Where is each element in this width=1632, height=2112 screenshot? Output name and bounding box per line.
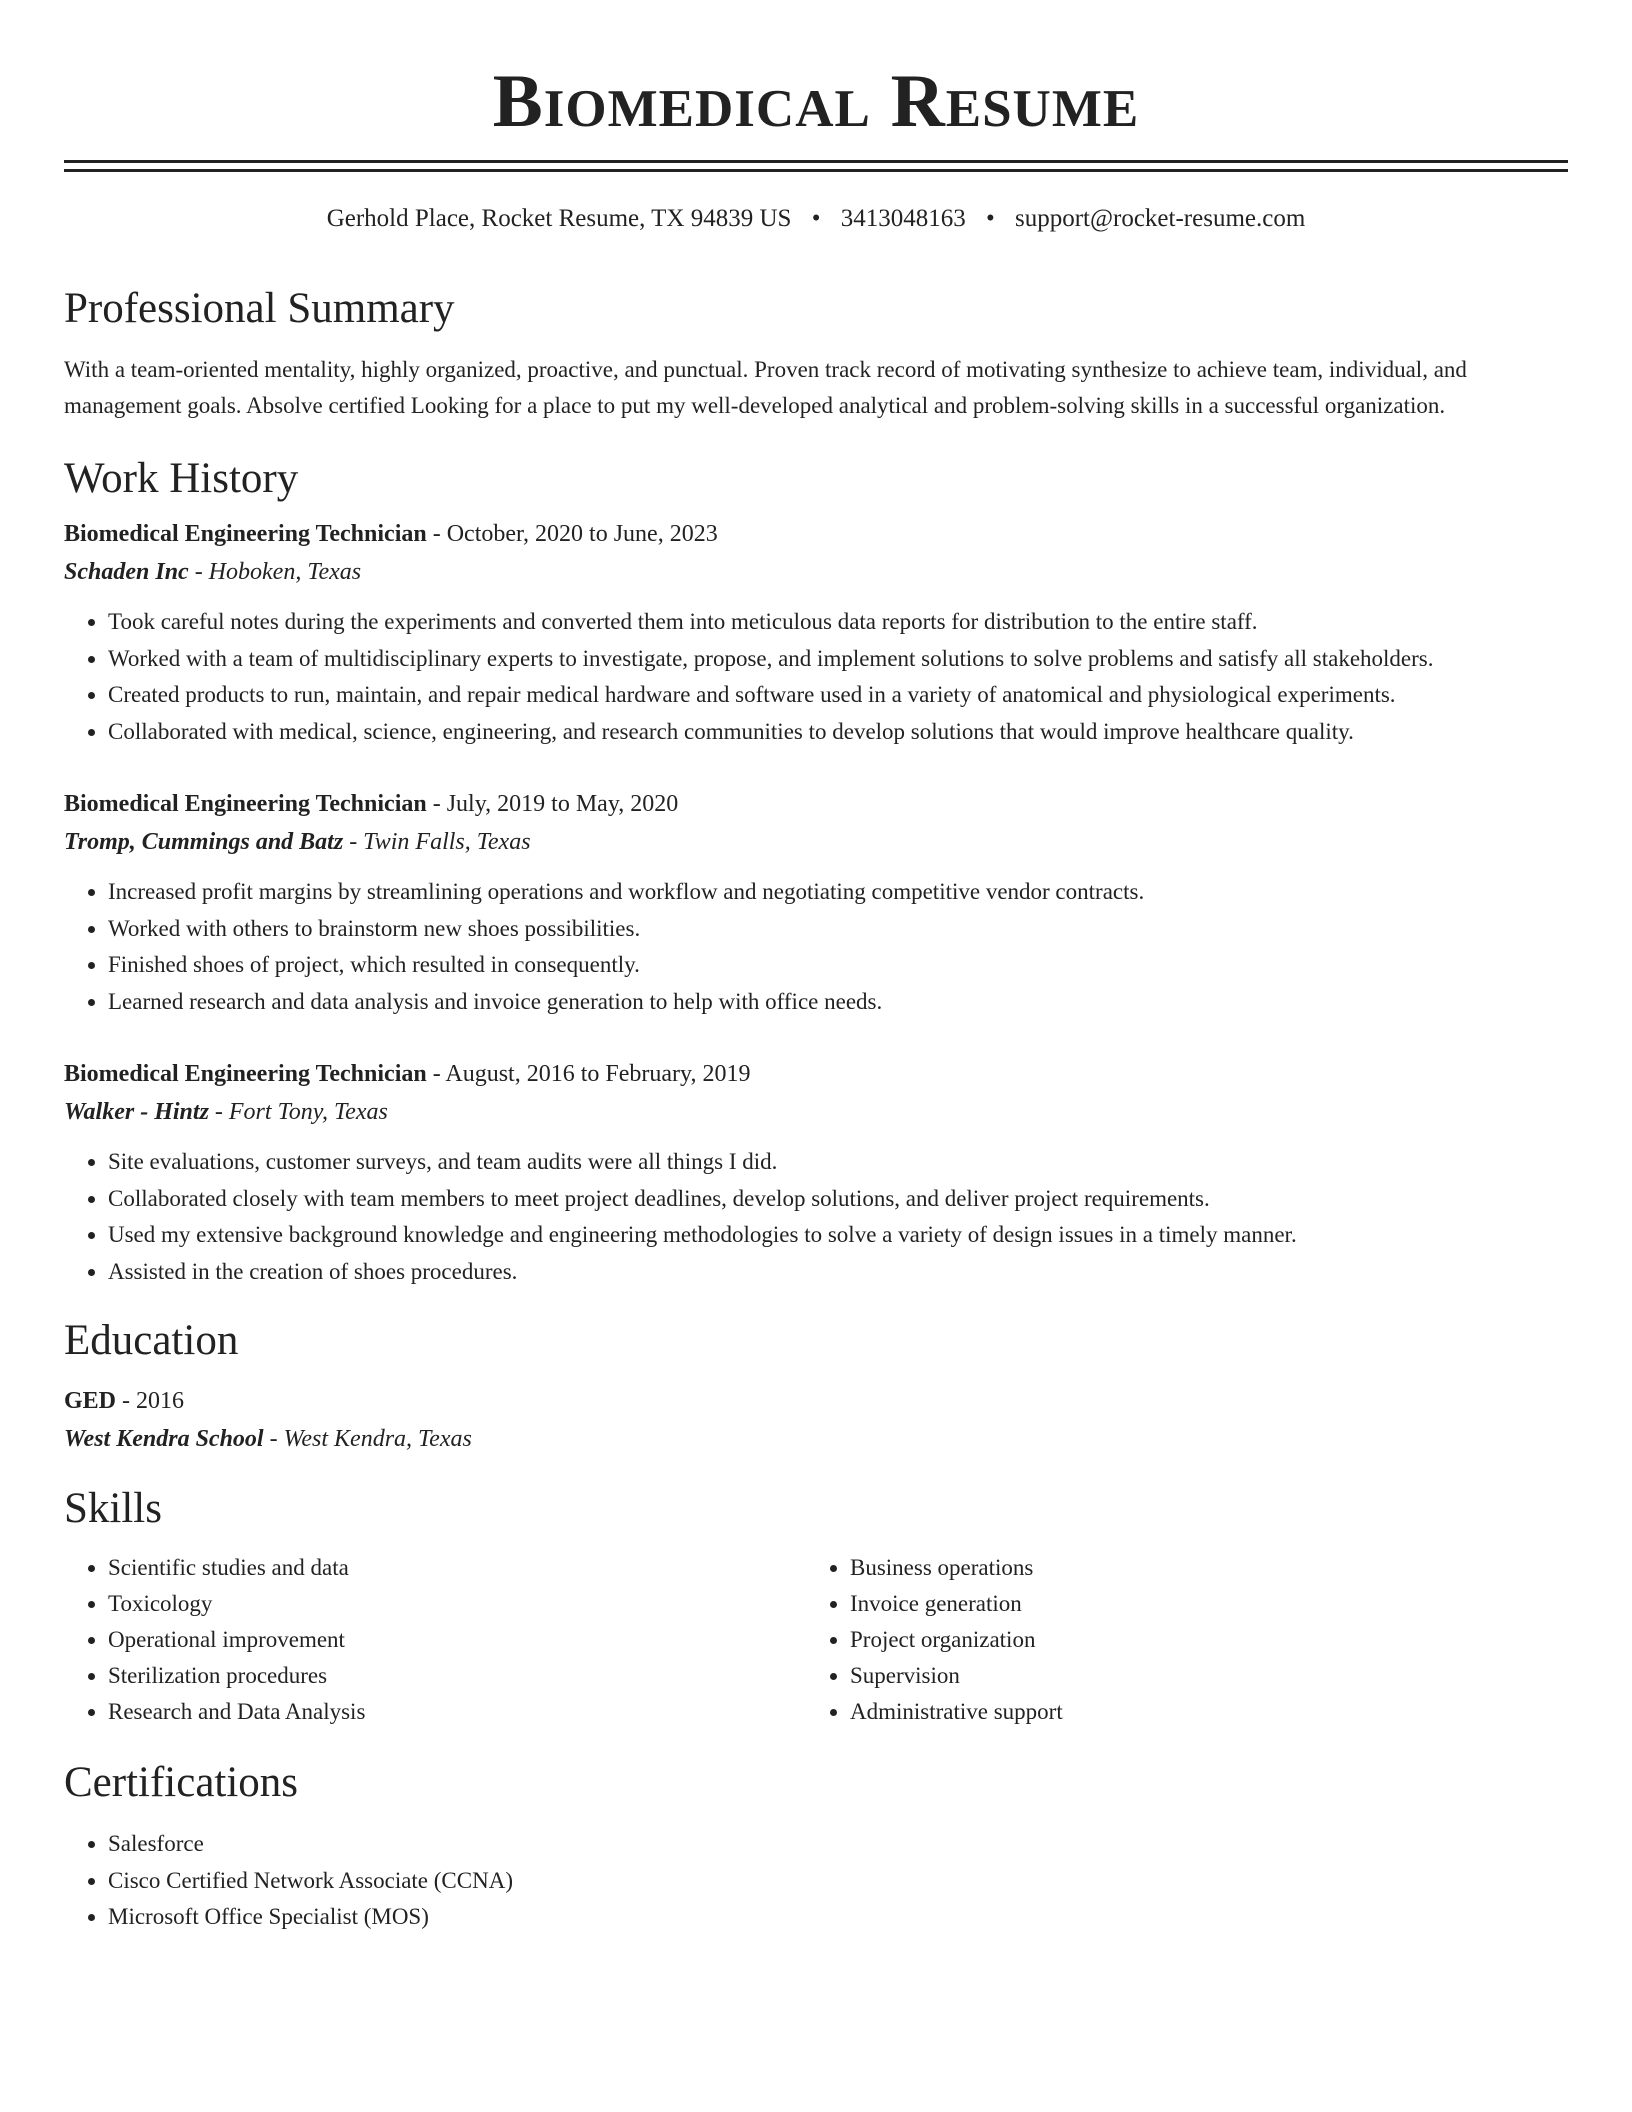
contact-separator: • bbox=[811, 205, 821, 232]
skill-item: • Research and Data Analysis bbox=[108, 1694, 806, 1730]
certification-item: • Cisco Certified Network Associate (CCNA) bbox=[108, 1863, 1568, 1900]
job-bullet: • Used my extensive background knowledge and engineering methodologies to solve a variety of design issues in a timely manner. bbox=[108, 1217, 1568, 1254]
job-title-line bbox=[64, 786, 1568, 822]
title-divider-bottom bbox=[64, 169, 1568, 172]
education-school: West Kendra School bbox=[64, 1426, 264, 1452]
job-entry bbox=[64, 786, 1568, 1020]
education-location: - West Kendra, Texas bbox=[263, 1426, 472, 1452]
work-history-heading: Work History bbox=[64, 455, 299, 502]
contact-phone: 3413048163 bbox=[840, 205, 966, 232]
job-employer: Schaden Inc bbox=[64, 559, 189, 585]
skill-item: • Operational improvement bbox=[108, 1622, 806, 1658]
job-location: - Twin Falls, Texas bbox=[343, 829, 531, 855]
contact-email: support@rocket-resume.com bbox=[1014, 205, 1306, 232]
job-bullet: • Collaborated with medical, science, engineering, and research communities to develop solutions that would improve healthcare quality. bbox=[108, 714, 1568, 751]
job-bullet: • Increased profit margins by streamlining operations and workflow and negotiating competitive vendor contracts. bbox=[108, 874, 1568, 911]
job-title-line bbox=[64, 516, 1568, 552]
job-entry bbox=[64, 516, 1568, 750]
job-bullet: • Worked with others to brainstorm new shoes possibilities. bbox=[108, 911, 1568, 948]
job-dates: - October, 2020 to June, 2023 bbox=[426, 521, 718, 547]
job-bullet: • Worked with a team of multidisciplinary experts to investigate, propose, and implement solutions to solve problems and satisfy all stakeholders. bbox=[108, 641, 1568, 678]
education-degree: GED bbox=[64, 1388, 117, 1414]
job-bullet: • Site evaluations, customer surveys, and team audits were all things I did. bbox=[108, 1144, 1568, 1181]
job-title: Biomedical Engineering Technician bbox=[64, 1061, 427, 1087]
title-divider-top bbox=[64, 160, 1568, 163]
job-entry bbox=[64, 1056, 1568, 1290]
job-title-line bbox=[64, 1056, 1568, 1092]
education-entry bbox=[64, 1382, 1568, 1458]
job-bullet: • Took careful notes during the experiments and converted them into meticulous data reports for distribution to the entire staff. bbox=[108, 604, 1568, 641]
job-location: - Hoboken, Texas bbox=[188, 559, 362, 585]
education-school-line bbox=[64, 1420, 1568, 1458]
skill-item: • Supervision bbox=[850, 1658, 1568, 1694]
job-bullet: • Assisted in the creation of shoes procedures. bbox=[108, 1254, 1568, 1291]
resume-title: Biomedical Resume bbox=[492, 60, 1140, 143]
skill-item: • Business operations bbox=[850, 1550, 1568, 1586]
job-bullet: • Learned research and data analysis and invoice generation to help with office needs. bbox=[108, 984, 1568, 1021]
certification-item: • Salesforce bbox=[108, 1826, 1568, 1863]
job-employer-line bbox=[64, 552, 1568, 592]
summary-heading: Professional Summary bbox=[64, 285, 455, 332]
certifications-list bbox=[64, 1826, 1568, 1936]
job-bullet: • Collaborated closely with team members to meet project deadlines, develop solutions, and deliver project requirements. bbox=[108, 1181, 1568, 1218]
skill-item: • Administrative support bbox=[850, 1694, 1568, 1730]
contact-line bbox=[64, 202, 1568, 236]
skills-column-right bbox=[806, 1550, 1568, 1730]
job-location: - Fort Tony, Texas bbox=[208, 1099, 388, 1125]
skill-item: • Scientific studies and data bbox=[108, 1550, 806, 1586]
job-dates: - August, 2016 to February, 2019 bbox=[426, 1061, 751, 1087]
contact-separator: • bbox=[985, 205, 995, 232]
job-bullet: • Created products to run, maintain, and repair medical hardware and software used in a variety of anatomical and physiological experiments. bbox=[108, 677, 1568, 714]
job-employer-line bbox=[64, 822, 1568, 862]
job-employer: Tromp, Cummings and Batz bbox=[64, 829, 344, 855]
job-dates: - July, 2019 to May, 2020 bbox=[426, 791, 679, 817]
job-title: Biomedical Engineering Technician bbox=[64, 521, 427, 547]
education-heading: Education bbox=[64, 1317, 239, 1364]
skill-item: • Project organization bbox=[850, 1622, 1568, 1658]
skill-item: • Sterilization procedures bbox=[108, 1658, 806, 1694]
job-bullets bbox=[64, 604, 1568, 750]
job-employer: Walker - Hintz bbox=[64, 1099, 209, 1125]
skills-column-left bbox=[64, 1550, 806, 1730]
skill-item: • Toxicology bbox=[108, 1586, 806, 1622]
education-degree-line bbox=[64, 1382, 1568, 1420]
certification-item: • Microsoft Office Specialist (MOS) bbox=[108, 1899, 1568, 1936]
job-bullets bbox=[64, 1144, 1568, 1290]
job-title: Biomedical Engineering Technician bbox=[64, 791, 427, 817]
job-employer-line bbox=[64, 1092, 1568, 1132]
contact-address: Gerhold Place, Rocket Resume, TX 94839 US bbox=[326, 205, 792, 232]
skill-item: • Invoice generation bbox=[850, 1586, 1568, 1622]
summary-text: With a team-oriented mentality, highly organized, proactive, and punctual. Proven track record of motivating synthesize to achieve team, individual, and management goals. Absolve certified Looking for a place to put my well-developed analytical and problem-solving skills in a successful organization. bbox=[64, 357, 1467, 418]
skills-grid bbox=[64, 1550, 1568, 1730]
job-bullet: • Finished shoes of project, which resulted in consequently. bbox=[108, 947, 1568, 984]
certifications-heading: Certifications bbox=[64, 1759, 299, 1806]
job-bullets bbox=[64, 874, 1568, 1020]
education-year: - 2016 bbox=[116, 1388, 185, 1414]
skills-heading: Skills bbox=[64, 1485, 162, 1532]
